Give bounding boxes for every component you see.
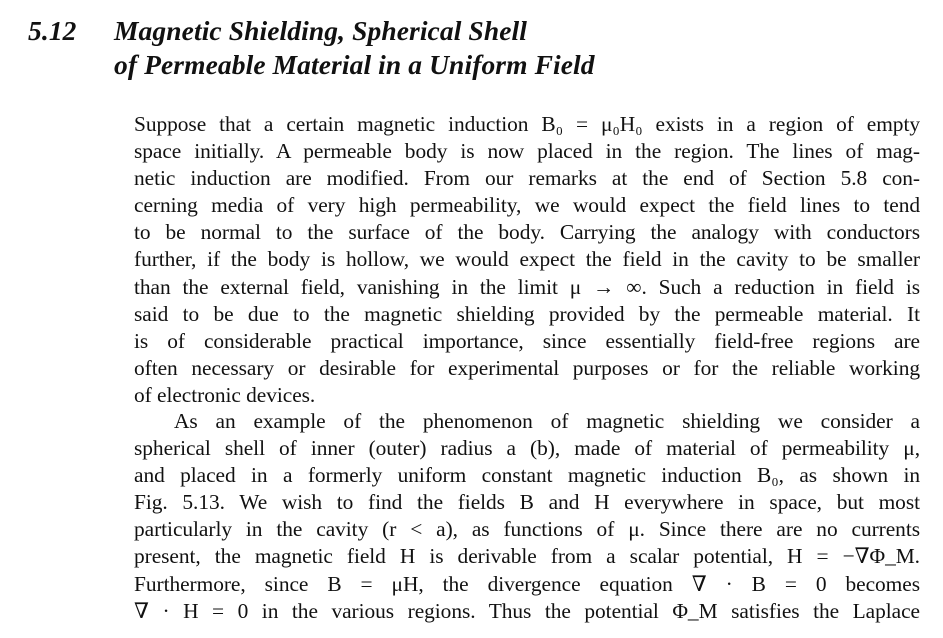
paragraph1-line: cerning media of very high permeability, we would expect the field lines to tend (134, 193, 920, 218)
paragraph2-line: and placed in a formerly uniform constant magnetic induction B₀, as shown in (134, 463, 920, 488)
paragraph1-line: further, if the body is hollow, we would expect the field in the cavity to be smaller (134, 247, 920, 272)
section-number: 5.12 (28, 15, 77, 46)
paragraph1-line: than the external field, vanishing in the limit μ → ∞. Such a reduction in field is (134, 274, 920, 299)
paragraph2-line: particularly in the cavity (r < a), as functions of μ. Since there are no currents (134, 517, 920, 542)
paragraph2-line: spherical shell of inner (outer) radius a (b), made of material of permeability μ, (134, 436, 920, 461)
paragraph-2 (134, 408, 920, 625)
paragraph2-line: present, the magnetic field H is derivable from a scalar potential, H = −∇Φ_M. (134, 544, 920, 569)
paragraph2-line: Fig. 5.13. We wish to find the fields B and H everywhere in space, but most (134, 490, 920, 515)
section-title-line-2: of Permeable Material in a Uniform Field (114, 49, 595, 80)
paragraph1-line: to be normal to the surface of the body. Carrying the analogy with conductors (134, 220, 920, 245)
section-title-line-1: Magnetic Shielding, Spherical Shell (114, 15, 528, 46)
paragraph1-line: Suppose that a certain magnetic induction B₀ = μ₀H₀ exists in a region of empty (134, 112, 920, 136)
paragraph2-line: Furthermore, since B = μH, the divergence equation ∇ · B = 0 becomes (134, 571, 920, 596)
paragraph1-line: space initially. A permeable body is now placed in the region. The lines of mag- (134, 139, 920, 164)
paragraph2-line: ∇ · H = 0 in the various regions. Thus the potential Φ_M satisfies the Laplace (134, 598, 920, 623)
paragraph1-line: said to be due to the magnetic shielding provided by the permeable material. It (134, 301, 920, 326)
paragraph2-line: As an example of the phenomenon of magnetic shielding we consider a (174, 409, 920, 433)
paragraph1-line: is of considerable practical importance, since essentially field-free regions are (134, 328, 920, 353)
paragraph1-line: often necessary or desirable for experimental purposes or for the reliable working (134, 355, 920, 380)
paragraph1-line: netic induction are modified. From our remarks at the end of Section 5.8 con- (134, 166, 920, 191)
paragraph1-line: of electronic devices. (134, 382, 316, 407)
paragraph-1 (134, 111, 920, 409)
